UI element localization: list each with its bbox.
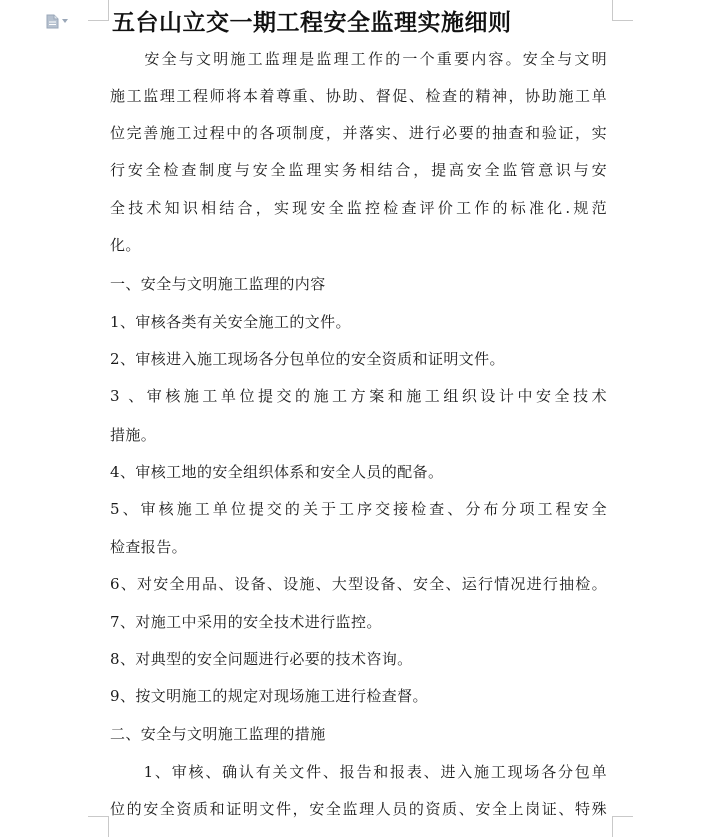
list-item: 4、审核工地的安全组织体系和安全人员的配备。 [110, 463, 444, 481]
caret-down-icon [62, 19, 68, 23]
page-corner-mark [612, 816, 633, 837]
document-title: 五台山立交一期工程安全监理实施细则 [112, 10, 512, 36]
paragraph-line: 施工监理工程师将本着尊重、协助、督促、检查的精神，协助施工单 [110, 87, 607, 105]
list-item: 5、审核施工单位提交的关于工序交接检查、分布分项工程安全 [110, 500, 607, 518]
list-item: 6、对安全用品、设备、设施、大型设备、安全、运行情况进行抽检。 [110, 575, 607, 593]
paragraph-line: 化。 [110, 236, 141, 254]
section-heading: 一、安全与文明施工监理的内容 [110, 275, 326, 293]
paragraph-line: 行安全检查制度与安全监理实务相结合，提高安全监管意识与安 [110, 161, 607, 179]
list-item: 1、审核各类有关安全施工的文件。 [110, 313, 351, 331]
list-item: 9、按文明施工的规定对现场施工进行检查督。 [110, 687, 428, 705]
list-item-continuation: 措施。 [110, 426, 157, 444]
list-item: 2、审核进入施工现场各分包单位的安全资质和证明文件。 [110, 350, 505, 368]
page-corner-mark [88, 0, 109, 21]
page-corner-mark [88, 816, 109, 837]
paragraph-line: 1、审核、确认有关文件、报告和报表、进入施工现场各分包单 [110, 763, 607, 781]
list-item-continuation: 检查报告。 [110, 538, 188, 556]
paragraph-line: 位的安全资质和证明文件，安全监理人员的资质、安全上岗证、特殊 [110, 800, 607, 818]
list-item: 7、对施工中采用的安全技术进行监控。 [110, 613, 382, 631]
document-options-toggle[interactable] [46, 13, 78, 29]
list-item: 3 、审核施工单位提交的施工方案和施工组织设计中安全技术 [110, 387, 607, 405]
document-icon [46, 14, 59, 29]
paragraph-line: 位完善施工过程中的各项制度，并落实、进行必要的抽查和验证，实 [110, 124, 607, 142]
section-heading: 二、安全与文明施工监理的措施 [110, 725, 326, 743]
paragraph-line: 安全与文明施工监理是监理工作的一个重要内容。安全与文明 [110, 50, 607, 68]
paragraph-line: 全技术知识相结合，实现安全监控检查评价工作的标准化.规范 [110, 199, 607, 217]
list-item: 8、对典型的安全问题进行必要的技术咨询。 [110, 650, 413, 668]
